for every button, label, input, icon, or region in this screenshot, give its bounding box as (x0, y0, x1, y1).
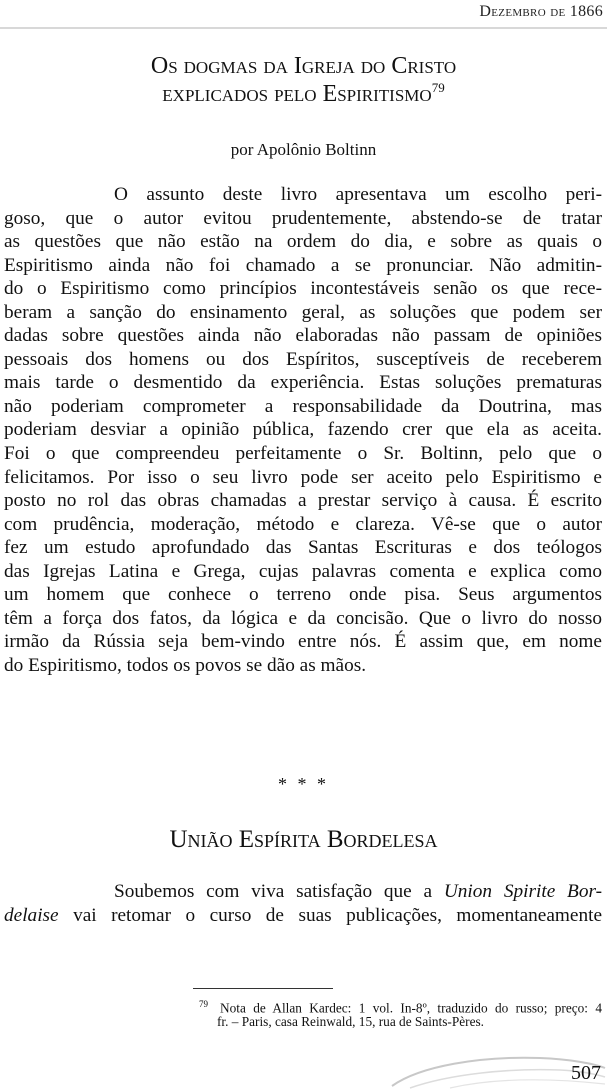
paragraph-line: poderiam desviar a opinião pública, fazendo crer que ela as aceita. (4, 419, 602, 441)
footnote-line (193, 1013, 602, 1031)
paragraph-line: beram a sanção do ensinamento geral, as soluções que podem ser (4, 301, 602, 323)
article-title-line-2-text: explicados pelo Espiritismo (162, 81, 432, 107)
footnote-number: 79 (199, 999, 208, 1009)
italic-run: delaise (4, 904, 59, 926)
paragraph-line: não poderiam comprometer a responsabilidade da Doutrina, mas (4, 395, 602, 417)
text-run: vai retomar o curso de suas publicações, momentaneamente (58, 904, 602, 926)
paragraph-line: irmão da Rússia seja bem-vindo entre nós. É assim que, em nome (4, 631, 602, 653)
footnote-text: Nota de Allan Kardec: 1 vol. In-8º, traduzido do russo; preço: 4 (220, 1000, 602, 1016)
footnote (193, 995, 602, 1031)
paragraph-line: as questões que não estão na ordem do dia, e sobre as quais o (4, 231, 602, 253)
paragraph-line: posto no rol das obras chamadas a prestar serviço à causa. É escrito (4, 490, 602, 512)
section-paragraph (4, 880, 602, 927)
byline: por Apolônio Boltinn (230, 140, 377, 159)
page-number: 507 (571, 1062, 601, 1084)
footnote-line (193, 995, 602, 1016)
article-title-line-1: Os dogmas da Igreja do Cristo (150, 53, 457, 79)
paragraph-line: mais tarde o desmentido da experiência. Estas soluções prematuras (4, 372, 602, 394)
paragraph-line: têm a força dos fatos, da lógica e da concisão. Que o livro do nosso (4, 607, 602, 629)
section-separator: * * * (278, 774, 329, 794)
italic-run: Union Spirite Bor- (443, 881, 602, 902)
paragraph-line: Espiritismo ainda não foi chamado a se pronunciar. Não admitin- (4, 254, 602, 276)
paragraph-line: pessoais dos homens ou dos Espíritos, susceptíveis de receberem (4, 348, 602, 370)
header-rule (0, 27, 607, 29)
paragraph-line: fez um estudo aprofundado das Santas Escrituras e dos teólogos (4, 537, 602, 559)
paragraph-line: um homem que conhece o terreno onde pisa. Seus argumentos (4, 584, 602, 606)
footnote-text: fr. – Paris, casa Reinwald, 15, rua de Saints-Pères. (217, 1014, 484, 1029)
paragraph-line (4, 904, 602, 928)
paragraph-line: felicitamos. Por isso o seu livro pode ser aceito pelo Espiritismo e (4, 466, 602, 488)
paragraph-line: do o Espiritismo como princípios incontestáveis senão os que rece- (4, 278, 602, 300)
article-paragraph (4, 183, 602, 677)
paragraph-line: O assunto deste livro apresentava um escolho peri- (114, 184, 602, 205)
section-title: União Espírita Bordelesa (169, 826, 438, 853)
paragraph-line: Foi o que compreendeu perfeitamente o Sr. Boltinn, pelo que o (4, 443, 602, 465)
text-run: Soubemos com viva satisfação que a (114, 881, 444, 902)
paragraph-line: com prudência, moderação, método e clareza. Vê-se que o autor (4, 513, 602, 535)
footnote-rule (193, 988, 333, 989)
article-title (0, 52, 607, 108)
paragraph-line: do Espiritismo, todos os povos se dão as mãos. (4, 654, 367, 676)
paragraph-line: das Igrejas Latina e Grega, cujas palavras comenta e explica como (4, 560, 602, 582)
paragraph-line (4, 880, 602, 904)
running-head: Dezembro de 1866 (479, 3, 603, 20)
footnote-reference[interactable]: 79 (431, 80, 445, 95)
paragraph-line: dadas sobre questões ainda não elaboradas não passam de opiniões (4, 325, 602, 347)
article-title-line-2 (0, 80, 607, 108)
paragraph-line: goso, que o autor evitou prudentemente, abstendo-se de tratar (4, 207, 602, 229)
